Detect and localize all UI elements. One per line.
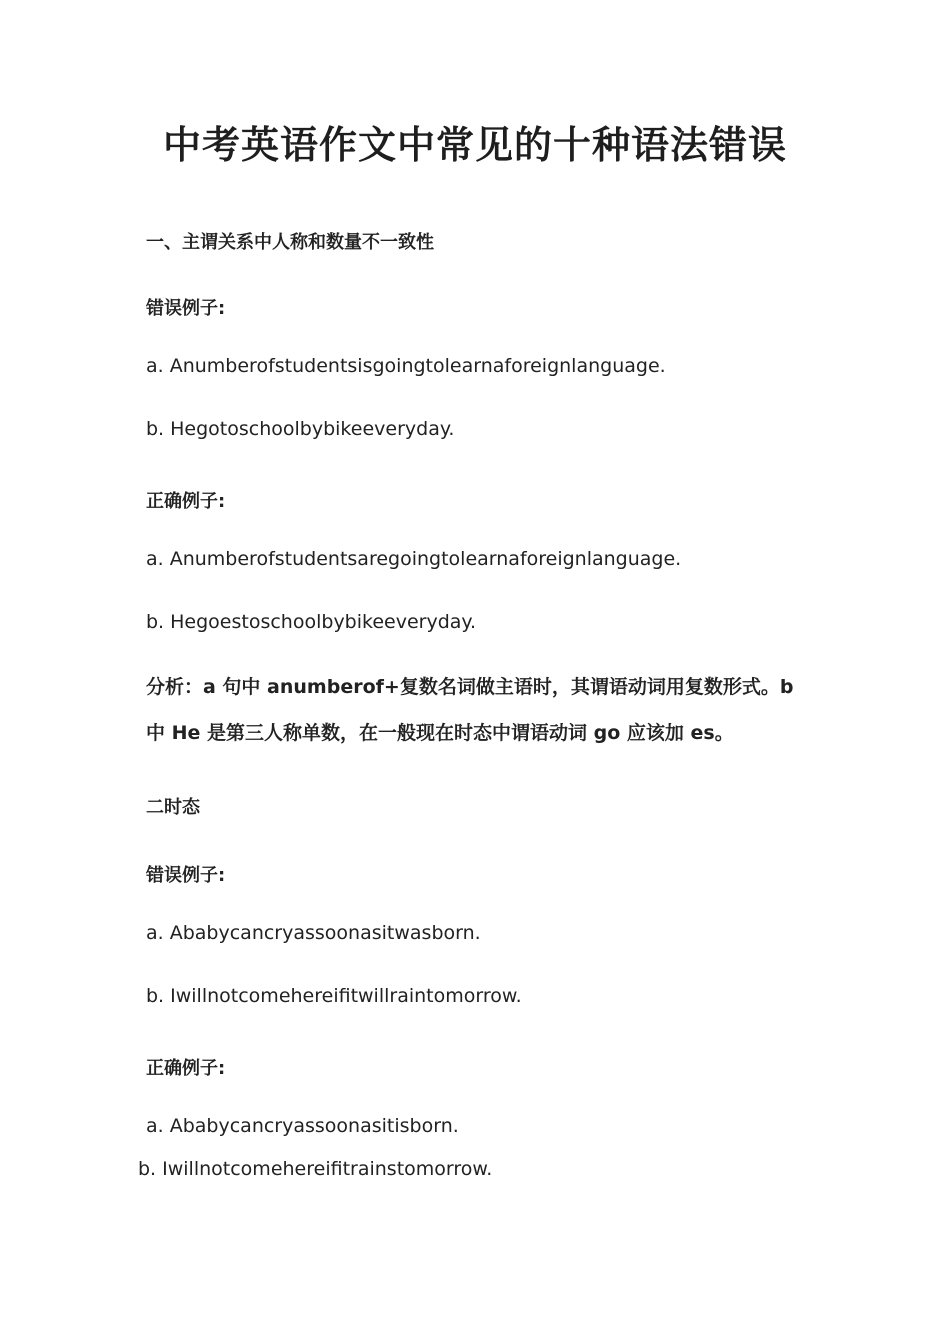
section-2-right-example-a: a. Ababycancryassoonasitisborn. [146,1115,459,1137]
section-1-analysis-line-2: 中 He 是第三人称单数，在一般现在时态中谓语动词 go 应该加 es。 [146,722,734,744]
section-1-right-example-b: b. Hegoestoschoolbybikeeveryday. [146,611,476,633]
section-1-right-example-a: a. Anumberofstudentsaregoingtolearnaforeignlanguage. [146,548,682,570]
section-2-wrong-example-a: a. Ababycancryassoonasitwasborn. [146,922,481,944]
section-1-analysis [146,664,806,756]
section-2-wrong-example-b: b. Iwillnotcomehereifitwillraintomorrow. [146,985,522,1007]
section-1-wrong-example-a: a. Anumberofstudentsisgoingtolearnaforeignlanguage. [146,355,666,377]
section-1-right-label: 正确例子: [146,491,226,512]
section-1-heading: 一、主谓关系中人称和数量不一致性 [146,232,434,253]
section-2-heading: 二时态 [146,797,200,818]
section-1-wrong-label: 错误例子: [146,298,226,319]
section-2-right-label: 正确例子: [146,1058,226,1079]
page-title: 中考英语作文中常见的十种语法错误 [162,123,787,167]
section-2-wrong-label: 错误例子: [146,865,226,886]
section-2-right-example-b: b. Iwillnotcomehereifitrainstomorrow. [138,1158,493,1180]
section-1-wrong-example-b: b. Hegotoschoolbybikeeveryday. [146,418,455,440]
section-1-analysis-line-1: 分析：a 句中 anumberof+复数名词做主语时，其谓语动词用复数形式。b [146,676,794,698]
